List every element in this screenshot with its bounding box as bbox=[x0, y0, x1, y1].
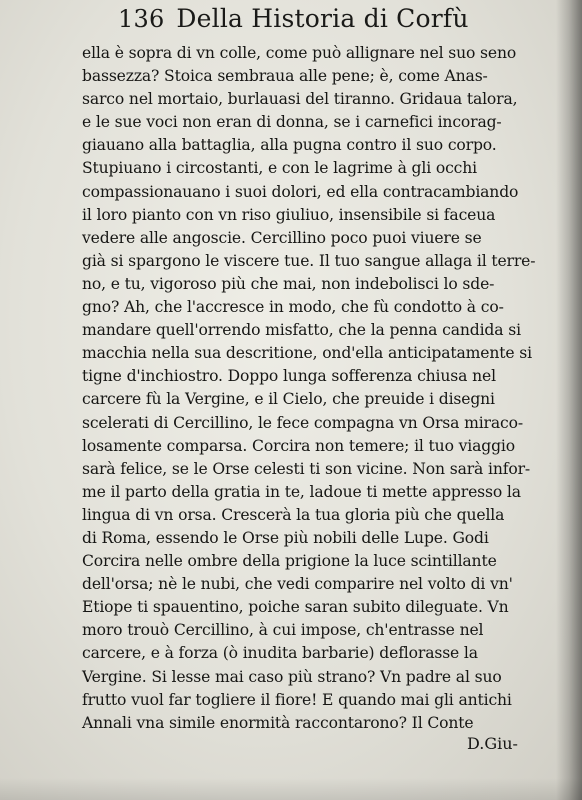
body-text bbox=[82, 42, 558, 735]
text-line: frutto vuol far togliere il fiore! E quando mai gli antichi bbox=[82, 690, 512, 709]
text-line: carcere, e à forza (ò inudita barbarie) deflorasse la bbox=[82, 644, 478, 663]
text-line: Stupiuano i circostanti, e con le lagrime à gli occhi bbox=[82, 159, 477, 178]
text-line: compassionauano i suoi dolori, ed ella contracambiando bbox=[82, 182, 519, 201]
text-line: Etiope ti spauentino, poiche saran subito dileguate. Vn bbox=[82, 598, 509, 617]
text-line: Vergine. Si lesse mai caso più strano? Vn padre al suo bbox=[82, 667, 502, 686]
text-line: sarco nel mortaio, burlauasi del tiranno. Gridaua talora, bbox=[82, 90, 518, 109]
running-head-title: Della Historia di Corfù bbox=[176, 4, 469, 33]
text-line: vedere alle angoscie. Cercillino poco puoi viuere se bbox=[82, 228, 482, 247]
text-line: dell'orsa; nè le nubi, che vedi comparire nel volto di vn' bbox=[82, 575, 513, 594]
text-line: lingua di vn orsa. Crescerà la tua gloria più che quella bbox=[82, 505, 505, 524]
text-line: carcere fù la Vergine, e il Cielo, che preuide i disegni bbox=[82, 390, 495, 409]
text-line: no, e tu, vigoroso più che mai, non indebolisci lo sde- bbox=[82, 274, 495, 293]
text-line: Corcira nelle ombre della prigione la luce scintillante bbox=[82, 552, 497, 571]
text-line: mandare quell'orrendo misfatto, che la penna candida si bbox=[82, 321, 521, 340]
text-line: il loro pianto con vn riso giuliuo, insensibile si faceua bbox=[82, 205, 496, 224]
catchword: D.Giu- bbox=[467, 734, 518, 753]
text-line: bassezza? Stoica sembraua alle pene; è, come Anas- bbox=[82, 67, 488, 86]
text-line: giauano alla battaglia, alla pugna contro il suo corpo. bbox=[82, 136, 497, 155]
running-header bbox=[118, 4, 469, 33]
text-line: macchia nella sua descritione, ond'ella anticipatamente si bbox=[82, 344, 532, 363]
text-line: ella è sopra di vn colle, come può allignare nel suo seno bbox=[82, 44, 517, 62]
text-line: di Roma, essendo le Orse più nobili delle Lupe. Godi bbox=[82, 528, 489, 547]
text-line: tigne d'inchiostro. Doppo lunga sofferenza chiusa nel bbox=[82, 367, 496, 386]
text-line: sarà felice, se le Orse celesti ti son vicine. Non sarà infor- bbox=[82, 459, 530, 478]
page-gutter-shadow bbox=[556, 0, 582, 800]
text-line: già si spargono le viscere tue. Il tuo sangue allaga il terre- bbox=[82, 251, 536, 270]
text-line: Annali vna simile enormità raccontarono? Il Conte bbox=[82, 713, 474, 732]
text-line: e le sue voci non eran di donna, se i carnefici incorag- bbox=[82, 113, 502, 132]
text-line: losamente comparsa. Corcira non temere; il tuo viaggio bbox=[82, 436, 515, 455]
text-line: scelerati di Cercillino, le fece compagna vn Orsa miraco- bbox=[82, 413, 523, 432]
text-line: moro trouò Cercillino, à cui impose, ch'entrasse nel bbox=[82, 621, 484, 640]
page-bottom-edge bbox=[0, 778, 582, 800]
text-line: gno? Ah, che l'accresce in modo, che fù condotto à co- bbox=[82, 298, 504, 317]
text-line: me il parto della gratia in te, ladoue ti mette appresso la bbox=[82, 482, 521, 501]
page-number: 136 bbox=[118, 5, 165, 33]
